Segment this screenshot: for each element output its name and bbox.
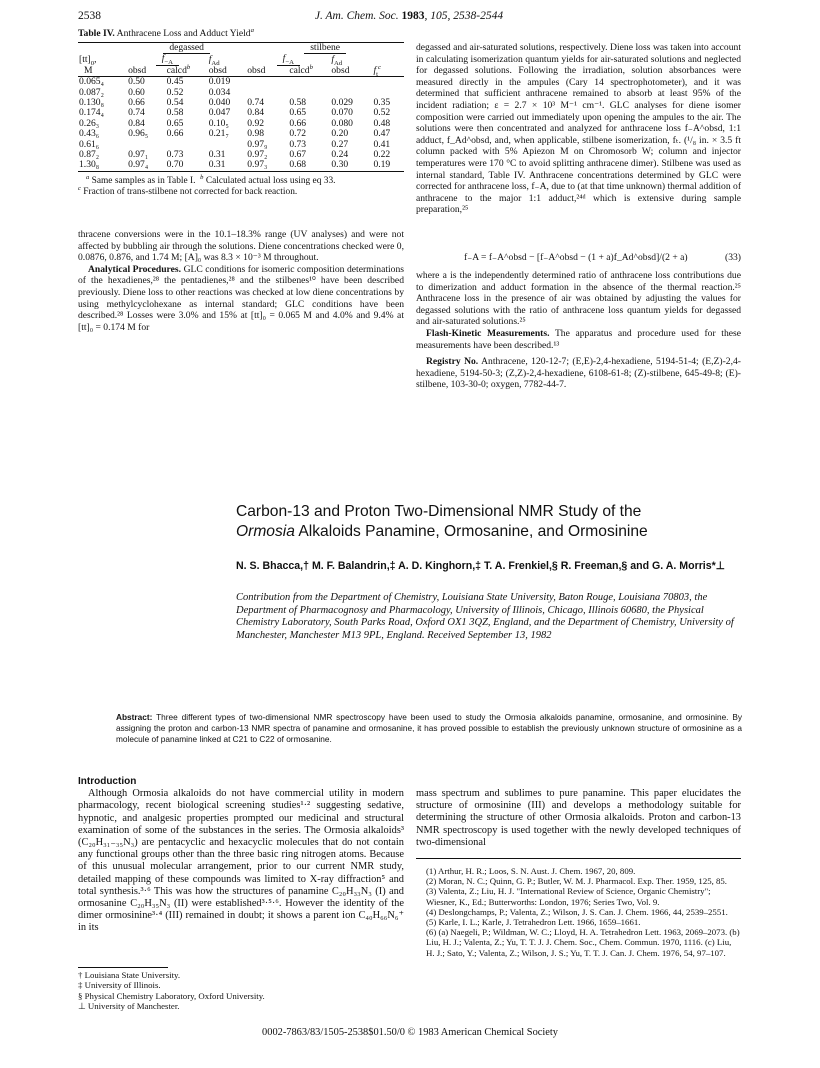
reference: (5) Karle, I. L.; Karle, J. Tetrahedron Lett. 1966, 1659–1661.: [426, 917, 641, 928]
table-row: [78, 77, 404, 88]
group-degassed: degassed: [163, 43, 210, 54]
references: [416, 866, 741, 958]
paragraph: degassed and air-saturated solutions, respectively. Diene loss was taken into account in calculating isomerization quantum yields for air-saturated solutions and neglected for degassed solutions. Following the irradiation, solution absorbances were measured directly in the ampules (Cary 14 spectrophotometer), and it was determined that sufficient anthracene remained to absorb at least 95% of the incident radiation; ε = 2.7 × 10³ M⁻¹ cm⁻¹. GLC analyses for diene isomer composition were carried out immediately upon opening the ampules to the air. The solutions were then concentrated and analyzed for anthracene loss f₋A^obsd, 1:1 adduct, f_Ad^obsd, and, when applicable, stilbene isomerization, fₜ. (¹/₈ in. × 3.5 ft column packed with 5% Apiezon M on Chromosorb W; column and injector temperatures were 170 °C to avoid splitting anthracene dimer). Stilbene was used as internal standard, Table IV. Anthracene concentrations determined by GLC were corrected for anthracene loss, f₋A, due to (at that time unknown) thermal addition of anthracene to the major 1:1 adduct,²⁴ᵈ which is extensive during sample preparation,²⁵: [416, 42, 742, 216]
table-cell: 0.130₈: [79, 97, 104, 109]
table-cell: 0.019: [208, 76, 231, 88]
table-cell: 0.35: [373, 97, 391, 109]
table-cell: 0.43₆: [79, 128, 100, 140]
table-cell: 0.70: [166, 160, 208, 171]
table-cell: 0.74: [247, 97, 265, 109]
table-cell: 0.97₃: [246, 160, 288, 171]
table-cell: 0.97₉: [247, 138, 268, 150]
reference: (2) Moran, N. C.; Quinn, G. P.; Butler, W. M. J. Pharmacol. Exp. Ther. 1959, 125, 85.: [426, 876, 728, 887]
table-cell: 0.19: [372, 160, 404, 171]
journal-page: 2538 J. Am. Chem. Soc. 1983, 105, 2538-2544 Table IV. Anthracene Loss and Adduct Yield$^a$ degassed stilbene $[tt]_0$, $f_{-A}$ $f_{Ad}$ $f_{-A}$ $f_{Ad}$ M obsd calcd$^b$ obsd obsd calcd$^b$ obsd $f_t^c$ 0.065₄ 0.50 0.45 0.019 0.087₂ 0.60 0.52 0.034 0.130₈ 0.66 0.54 0.040 0.74 0.58 0.029 0.35 0.174₄ 0.74 0.58 0.047 0.84 0.65 0.070 0.52 0.26₃ 0.84 0.65 0.10₅ 0.92 0.66 0.080 0.48 0.43₆ 0.96₅ 0.66 0.21₇ 0.98 0.72 0.20 0.47 0.61₆ 0.97₉ 0.73 0.27 0.41 0.87₂ 0.97₁ 0.73 0.31 0.97₂ 0.67 0.24 0.22 1.30₈ 0.97₄ 0.70 0.31 0.97₃ 0.68 0.30 0.19 $^a$ Same samples as in Table I. $^b$ Calculated actual loss using eq 33. $^c$ Fraction of trans-stilbene not corrected for back reaction. thracene conversions were in the 10.1–18.3% range (UV analyses) and were not affected by bubbling air through the solutions. Diene concentrations checked were 0, 0.0876, 0.876, and 1.74 M; [A]₀ was 8.3 × 10⁻³ M throughout. Analytical Procedures. GLC conditions for isomeric composition determinations of the hexadienes,²⁸ the pentadienes,²⁸ and the stilbenes¹⁰ have been described previously. Diene loss to other reactions was checked at low diene concentrations by using methylcyclohexane as internal standard; GLC conditions have been described.²⁸ Losses were 3.0% and 15% at [tt]₀ = 0.065 M and 4.0% and 9.4% at [tt]₀ = 0.174 M for degassed and air-saturated solutions, respectively. Diene loss was taken into account in calculating isomerization quantum yields for air-saturated solutions and neglected for degassed solutions. Following the irradiation, solution absorbances were measured directly in the ampules (Cary 14 spectrophotometer), and it was determined that sufficient anthracene remained to absorb at least 95% of the incident radiation; ε = 2.7 × 10³ M⁻¹ cm⁻¹. GLC analyses for diene isomer composition were carried out immediately upon opening the ampules to the air. The solutions were then concentrated and analyzed for anthracene loss f₋A^obsd, 1:1 adduct, f_Ad^obsd, and, when applicable, stilbene isomerization, fₜ. (¹/₈ in. × 3.5 ft column packed with 5% Apiezon M on Chromosorb W; column and injector temperatures were 170 °C to avoid splitting anthracene dimer). Stilbene was used as internal standard, Table IV. Anthracene concentrations determined by GLC were corrected for anthracene loss, f₋A, due to (at that time unknown) thermal addition of anthracene to the major 1:1 adduct,²⁴ᵈ which is extensive during sample preparation,²⁵ f₋A = f₋A^obsd − [f₋A^obsd − (1 + a)f_Ad^obsd]/(2 + a) (33) where a is the independently determined ratio of anthracene loss contributions due to dimerization and adduct formation in the absence of the thermal reaction.²⁵ Anthracene loss in the presence of air was obtained by adjusting the values for degassed solutions with the ratio of anthracene loss quantum yields for degassed and air-saturated solutions.²⁵ Flash-Kinetic Measurements. The apparatus and procedure used for these measurements have been described.¹³ Registry No. Anthracene, 120-12-7; (E,E)-2,4-hexadiene, 5194-51-4; (E,Z)-2,4-hexadiene, 5194-50-3; (Z,Z)-2,4-hexadiene, 6108-61-8; (Z)-stilbene, 645-49-8; (E)-stilbene, 103-30-0; oxygen, 7782-44-7. Carbon-13 and Proton Two-Dimensional NMR Study of the Ormosia Alkaloids Panamine, Ormosanine, and Ormosinine N. S. Bhacca,† M. F. Balandrin,‡ A. D. Kinghorn,‡ T. A. Frenkiel,§ R. Freeman,§ and G. A. Morris*⊥ Contribution from the Department of Chemistry, Louisiana State University, Baton Rouge, Louisiana 70803, the Department of Pharmacognosy and Pharmacology, University of Illinois, Chicago, Illinois 60680, the Physical Chemistry Laboratory, South Parks Road, Oxford OX1 3QZ, England, and the Department of Chemistry, University of Manchester, Manchester M13 9PL, England. Received September 13, 1982 Abstract: Three different types of two-dimensional NMR spectroscopy have been used to study the Ormosia alkaloids panamine, ormosanine, and ormosinine. By assigning the proton and carbon-13 NMR spectra of panamine and ormosanine, it has proved possible to establish the previously unknown structure of ormosinine as a molecule of panamine linked at C21 to C22 of ormosanine. Introduction Although Ormosia alkaloids do not have commercial utility in modern pharmacology, recent biological screening studies¹·² suggesting sedative, hypnotic, and analgesic properties prompted our medicinal and structural examination of some of the substances in the series. The Ormosia alkaloids³ (C₂₀H₃₁₋₃₅N₃) are pentacyclic and hexacyclic molecules that do not contain any functional groups other than the three basic ring nitrogen atoms. Because of this unusual molecular arrangement, prior to our current NMR study, detailed mapping of these compounds was limited to X-ray diffraction⁵ and total synthesis.³·⁶ This was how the structures of panamine C₂₀H₃₃N₃ (I) and ormosanine C₂₀H₃₅N₃ (II) were established³·⁵·⁶. However the identity of the dimer ormosinine³·⁴ (III) remained in doubt; it shows a parent ion C₄₀H₆₆N₆⁺ in its mass spectrum and sublimes to pure panamine. This paper elucidates the structure of ormosinine (III) and develops a methodology suitable for determining the structure of other Ormosia alkaloids. Proton and carbon-13 NMR spectroscopy is used together with the newly developed techniques of two-dimensional † Louisiana State University. ‡ University of Illinois. § Physical Chemistry Laboratory, Oxford University. ⊥ University of Manchester. (1) Arthur, H. R.; Loos, S. N. Aust. J. Chem. 1967, 20, 809. (2) Moran, N. C.; Quinn, G. P.; Butler, W. M. J. Pharmacol. Exp. Ther. 1959, 125, 85. (3) Valenta, Z.; Liu, H. J. "International Review of Science, Organic Chemistry"; Wiesner, K., Ed.; Butterworths: London, 1976; Series Two, Vol. 9. (4) Deslongchamps, P.; Valenta, Z.; Wilson, J. S. Can. J. Chem. 1966, 44, 2539–2551. (5) Karle, I. L.; Karle, J. Tetrahedron Lett. 1966, 1659–1661. (6) (a) Naegeli, P.; Wildman, W. C.; Lloyd, H. A. Tetrahedron Lett. 1963, 2069–2073. (b) Liu, H. J.; Valenta, Z.; Yu, T. T. J. J. Chem. Soc., Chem. Commun. 1970, 1116. (c) Liu, H. J.; Sato, Y.; Valenta, Z.; Wilson, J. S.; Yu, T. T. J. Can. J. Chem. 1976, 54, 97–107. 0002-7863/83/1505-2538$01.50/0 © 1983 American Chemical Society: [0, 0, 820, 1068]
table-cell: 0.31: [208, 160, 247, 171]
table-cell: 0.047: [208, 107, 231, 119]
table-cell: 0.72: [289, 128, 307, 140]
table-cell: 0.67: [289, 149, 307, 161]
group-stilbene: stilbene: [304, 43, 346, 54]
table-notes: $^a$ Same samples as in Table I. $^b$ Calculated actual loss using eq 33. $^c$ Fraction of trans-stilbene not corrected for back reaction.: [78, 173, 336, 197]
page-footer: 0002-7863/83/1505-2538$01.50/0 © 1983 American Chemical Society: [262, 1027, 558, 1038]
registry-numbers: Registry No. Anthracene, 120-12-7; (E,E)-2,4-hexadiene, 5194-51-4; (E,Z)-2,4-hexadiene, 5194-50-3; (Z,Z)-2,4-hexadiene, 6108-61-8; (Z)-stilbene, 645-49-8; (E)-stilbene, 103-30-0; oxygen, 7782-44-7.: [416, 356, 741, 391]
table-cell: 0.92: [247, 117, 265, 129]
table-cell: 0.45: [166, 76, 184, 88]
table-cell: 0.61₆: [79, 138, 100, 150]
journal-citation: J. Am. Chem. Soc. 1983, 105, 2538-2544: [314, 10, 504, 22]
paragraph: mass spectrum and sublimes to pure panamine. This paper elucidates the structure of ormosinine (III) and develops a methodology suitable for determining the structure of other Ormosia alkaloids. Proton and carbon-13 NMR spectroscopy is used together with the newly developed techniques of two-dimensional: [416, 788, 741, 848]
table-cell: 0.74: [128, 107, 145, 119]
left-column-top: [78, 229, 404, 333]
abstract: Abstract: Three different types of two-dimensional NMR spectroscopy have been used to study the Ormosia alkaloids panamine, ormosanine, and ormosinine. By assigning the proton and carbon-13 NMR spectra of panamine and ormosanine, it has proved possible to establish the previously unknown structure of ormosinine as a molecule of panamine linked at C21 to C22 of ormosanine.: [116, 712, 743, 744]
authors: N. S. Bhacca,† M. F. Balandrin,‡ A. D. Kinghorn,‡ T. A. Frenkiel,§ R. Freeman,§ and G. A. Morris*⊥: [236, 560, 725, 572]
table-cell: 0.065₄: [79, 76, 104, 88]
reference: (6) (a) Naegeli, P.; Wildman, W. C.; Lloyd, H. A. Tetrahedron Lett. 1963, 2069–2073. (b) Liu, H. J.; Valenta, Z.; Yu, T. T. J. J. Chem. Soc., Chem. Commun. 1970, 1116. (c) Liu, H. J.; Sato, Y.; Valenta, Z.; Wilson, J. S.; Yu, T. T. J. Can. J. Chem. 1976, 54, 97–107.: [426, 927, 740, 958]
table-anthracene-loss: degassed stilbene $[tt]_0$, $f_{-A}$ $f_{Ad}$ $f_{-A}$ $f_{Ad}$ M obsd calcd$^b$ obsd obsd calcd$^b$ obsd $f_t^c$ 0.065₄ 0.50 0.45 0.019 0.087₂ 0.60 0.52 0.034 0.130₈ 0.66 0.54 0.040 0.74 0.58 0.029 0.35 0.174₄ 0.74 0.58 0.047 0.84 0.65 0.070 0.52 0.26₃ 0.84 0.65 0.10₅ 0.92 0.66 0.080 0.48 0.43₆ 0.96₅ 0.66 0.21₇ 0.98 0.72 0.20 0.47 0.61₆ 0.97₉ 0.73 0.27 0.41 0.87₂ 0.97₁ 0.73 0.31 0.97₂ 0.67 0.24 0.22 1.30₈ 0.97₄ 0.70 0.31 0.97₃ 0.68 0.30 0.19: [78, 42, 404, 172]
table-cell: 0.58: [166, 107, 184, 119]
right-column-top: [416, 42, 741, 216]
table-row: [78, 160, 404, 171]
paragraph: Flash-Kinetic Measurements. The apparatus and procedure used for these measurements have been described.¹³: [416, 327, 741, 351]
table-cell: 0.87₂: [79, 149, 100, 161]
paragraph: where a is the independently determined ratio of anthracene loss contributions due to dimerization and adduct formation in the absence of the thermal reaction.²⁵ Anthracene loss in the presence of air was obtained by adjusting the values for degassed solutions with the ratio of anthracene loss quantum yields for degassed and air-saturated solutions.²⁵: [416, 270, 741, 328]
table-cell: 0.22: [373, 149, 391, 161]
table-cell: 0.66: [289, 117, 307, 129]
reference: (3) Valenta, Z.; Liu, H. J. "International Review of Science, Organic Chemistry"; Wiesner, K., Ed.; Butterworths: London, 1976; Series Two, Vol. 9.: [426, 886, 711, 907]
table-cell: 0.66: [128, 97, 145, 109]
paragraph: thracene conversions were in the 10.1–18.3% range (UV analyses) and were not affected by bubbling air through the solutions. Diene concentrations checked were 0, 0.0876, 0.876, and 1.74 M; [A]₀ was 8.3 × 10⁻³ M throughout.: [78, 229, 404, 264]
references-rule: [416, 858, 741, 859]
running-header: [78, 10, 740, 26]
table-cell: 1.30₈: [78, 160, 127, 171]
table-row: [78, 119, 404, 129]
table-cell: 0.087₂: [79, 86, 104, 98]
table-cell: 0.97₄: [127, 160, 166, 171]
table-cell: [246, 77, 288, 88]
table-cell: 0.040: [208, 97, 231, 109]
table-cell: 0.20: [331, 128, 349, 140]
intro-left: [78, 776, 404, 935]
table-cell: 0.54: [166, 97, 184, 109]
table-cell: 0.96₅: [128, 128, 149, 140]
table-cell: 0.30: [330, 160, 372, 171]
table-cell: 0.50: [128, 76, 145, 88]
table-cell: 0.68: [288, 160, 330, 171]
page-number: 2538: [78, 10, 101, 22]
table-cell: 0.174₄: [79, 107, 104, 119]
table-cell: 0.84: [128, 117, 145, 129]
table-row: [78, 108, 404, 118]
right-column-mid: [416, 270, 741, 391]
table-cell: 0.52: [166, 86, 184, 98]
table-cell: 0.029: [331, 97, 353, 109]
table-row: [78, 129, 404, 139]
table-cell: 0.98: [247, 128, 265, 140]
table-cell: 0.27: [331, 138, 349, 150]
table-cell: 0.73: [166, 149, 184, 161]
reference: (4) Deslongchamps, P.; Valenta, Z.; Wilson, J. S. Can. J. Chem. 1966, 44, 2539–2551.: [426, 906, 728, 917]
intro-right: [416, 788, 741, 849]
table-caption: Table IV. Anthracene Loss and Adduct Yield$^a$: [78, 26, 254, 39]
affiliation-footnotes: † Louisiana State University. ‡ University of Illinois. § Physical Chemistry Laboratory, Oxford University. ⊥ University of Manchester.: [78, 970, 265, 1012]
section-heading: Introduction: [78, 776, 137, 787]
table-cell: 0.60: [128, 86, 145, 98]
reference: (1) Arthur, H. R.; Loos, S. N. Aust. J. Chem. 1967, 20, 809.: [426, 866, 636, 876]
table-cell: 0.26₃: [79, 117, 100, 129]
table-cell: 0.21₇: [208, 128, 229, 140]
table-cell: 0.65: [166, 117, 184, 129]
table-row: [78, 98, 404, 108]
table-cell: 0.65: [289, 107, 307, 119]
table-cell: 0.52: [373, 107, 391, 119]
table-cell: [330, 77, 372, 88]
table-cell: 0.58: [289, 97, 307, 109]
paragraph: Although Ormosia alkaloids do not have commercial utility in modern pharmacology, recent biological screening studies¹·² suggesting sedative, hypnotic, and analgesic properties prompted our medicinal and structural examination of some of the substances in the series. The Ormosia alkaloids³ (C₂₀H₃₁₋₃₅N₃) are pentacyclic and hexacyclic molecules that do not contain any functional groups other than the three basic ring nitrogen atoms. Because of this unusual molecular arrangement, prior to our current NMR study, detailed mapping of these compounds was limited to X-ray diffraction⁵ and total synthesis.³·⁶ This was how the structures of panamine C₂₀H₃₃N₃ (I) and ormosanine C₂₀H₃₅N₃ (II) were established³·⁵·⁶. However the identity of the dimer ormosinine³·⁴ (III) remained in doubt; it shows a parent ion C₄₀H₆₆N₆⁺ in its: [78, 788, 404, 934]
article-title: Carbon-13 and Proton Two-Dimensional NMR Study of the Ormosia Alkaloids Panamine, Ormosanine, and Ormosinine: [236, 503, 648, 540]
table-cell: 0.070: [331, 107, 353, 119]
footnote-rule: [78, 967, 168, 968]
table-cell: [372, 77, 404, 88]
table-cell: 0.31: [208, 149, 226, 161]
table-cell: 0.97₂: [247, 149, 268, 161]
table-cell: 0.84: [247, 107, 265, 119]
table-row: [78, 140, 404, 150]
table-row: [78, 150, 404, 160]
table-cell: 0.41: [373, 138, 391, 150]
table-cell: 0.034: [208, 86, 231, 98]
paragraph: Analytical Procedures. GLC conditions for isomeric composition determinations of the hexadienes,²⁸ the pentadienes,²⁸ and the stilbenes¹⁰ have been described previously. Diene loss to other reactions was checked at low diene concentrations by using methylcyclohexane as internal standard; GLC conditions have been described.²⁸ Losses were 3.0% and 15% at [tt]₀ = 0.065 M and 4.0% and 9.4% at [tt]₀ = 0.174 M for: [78, 263, 404, 333]
table-row: [78, 88, 404, 98]
table-cell: [288, 77, 330, 88]
table-cell: 0.97₁: [128, 149, 149, 161]
affiliations: Contribution from the Department of Chemistry, Louisiana State University, Baton Rouge, Louisiana 70803, the Department of Pharmacognosy and Pharmacology, University of Illinois, Chicago, Illinois 60680, the Physical Chemistry Laboratory, South Parks Road, Oxford OX1 3QZ, England, and the Department of Chemistry, University of Manchester, Manchester M13 9PL, England. Received September 13, 1982: [236, 592, 734, 641]
table-cell: 0.73: [289, 138, 307, 150]
table-cell: 0.10₅: [208, 117, 229, 129]
table-cell: 0.24: [331, 149, 349, 161]
table-cell: 0.080: [331, 117, 353, 129]
table-cell: 0.48: [373, 117, 391, 129]
table-cell: 0.47: [373, 128, 391, 140]
table-cell: 0.66: [166, 128, 184, 140]
